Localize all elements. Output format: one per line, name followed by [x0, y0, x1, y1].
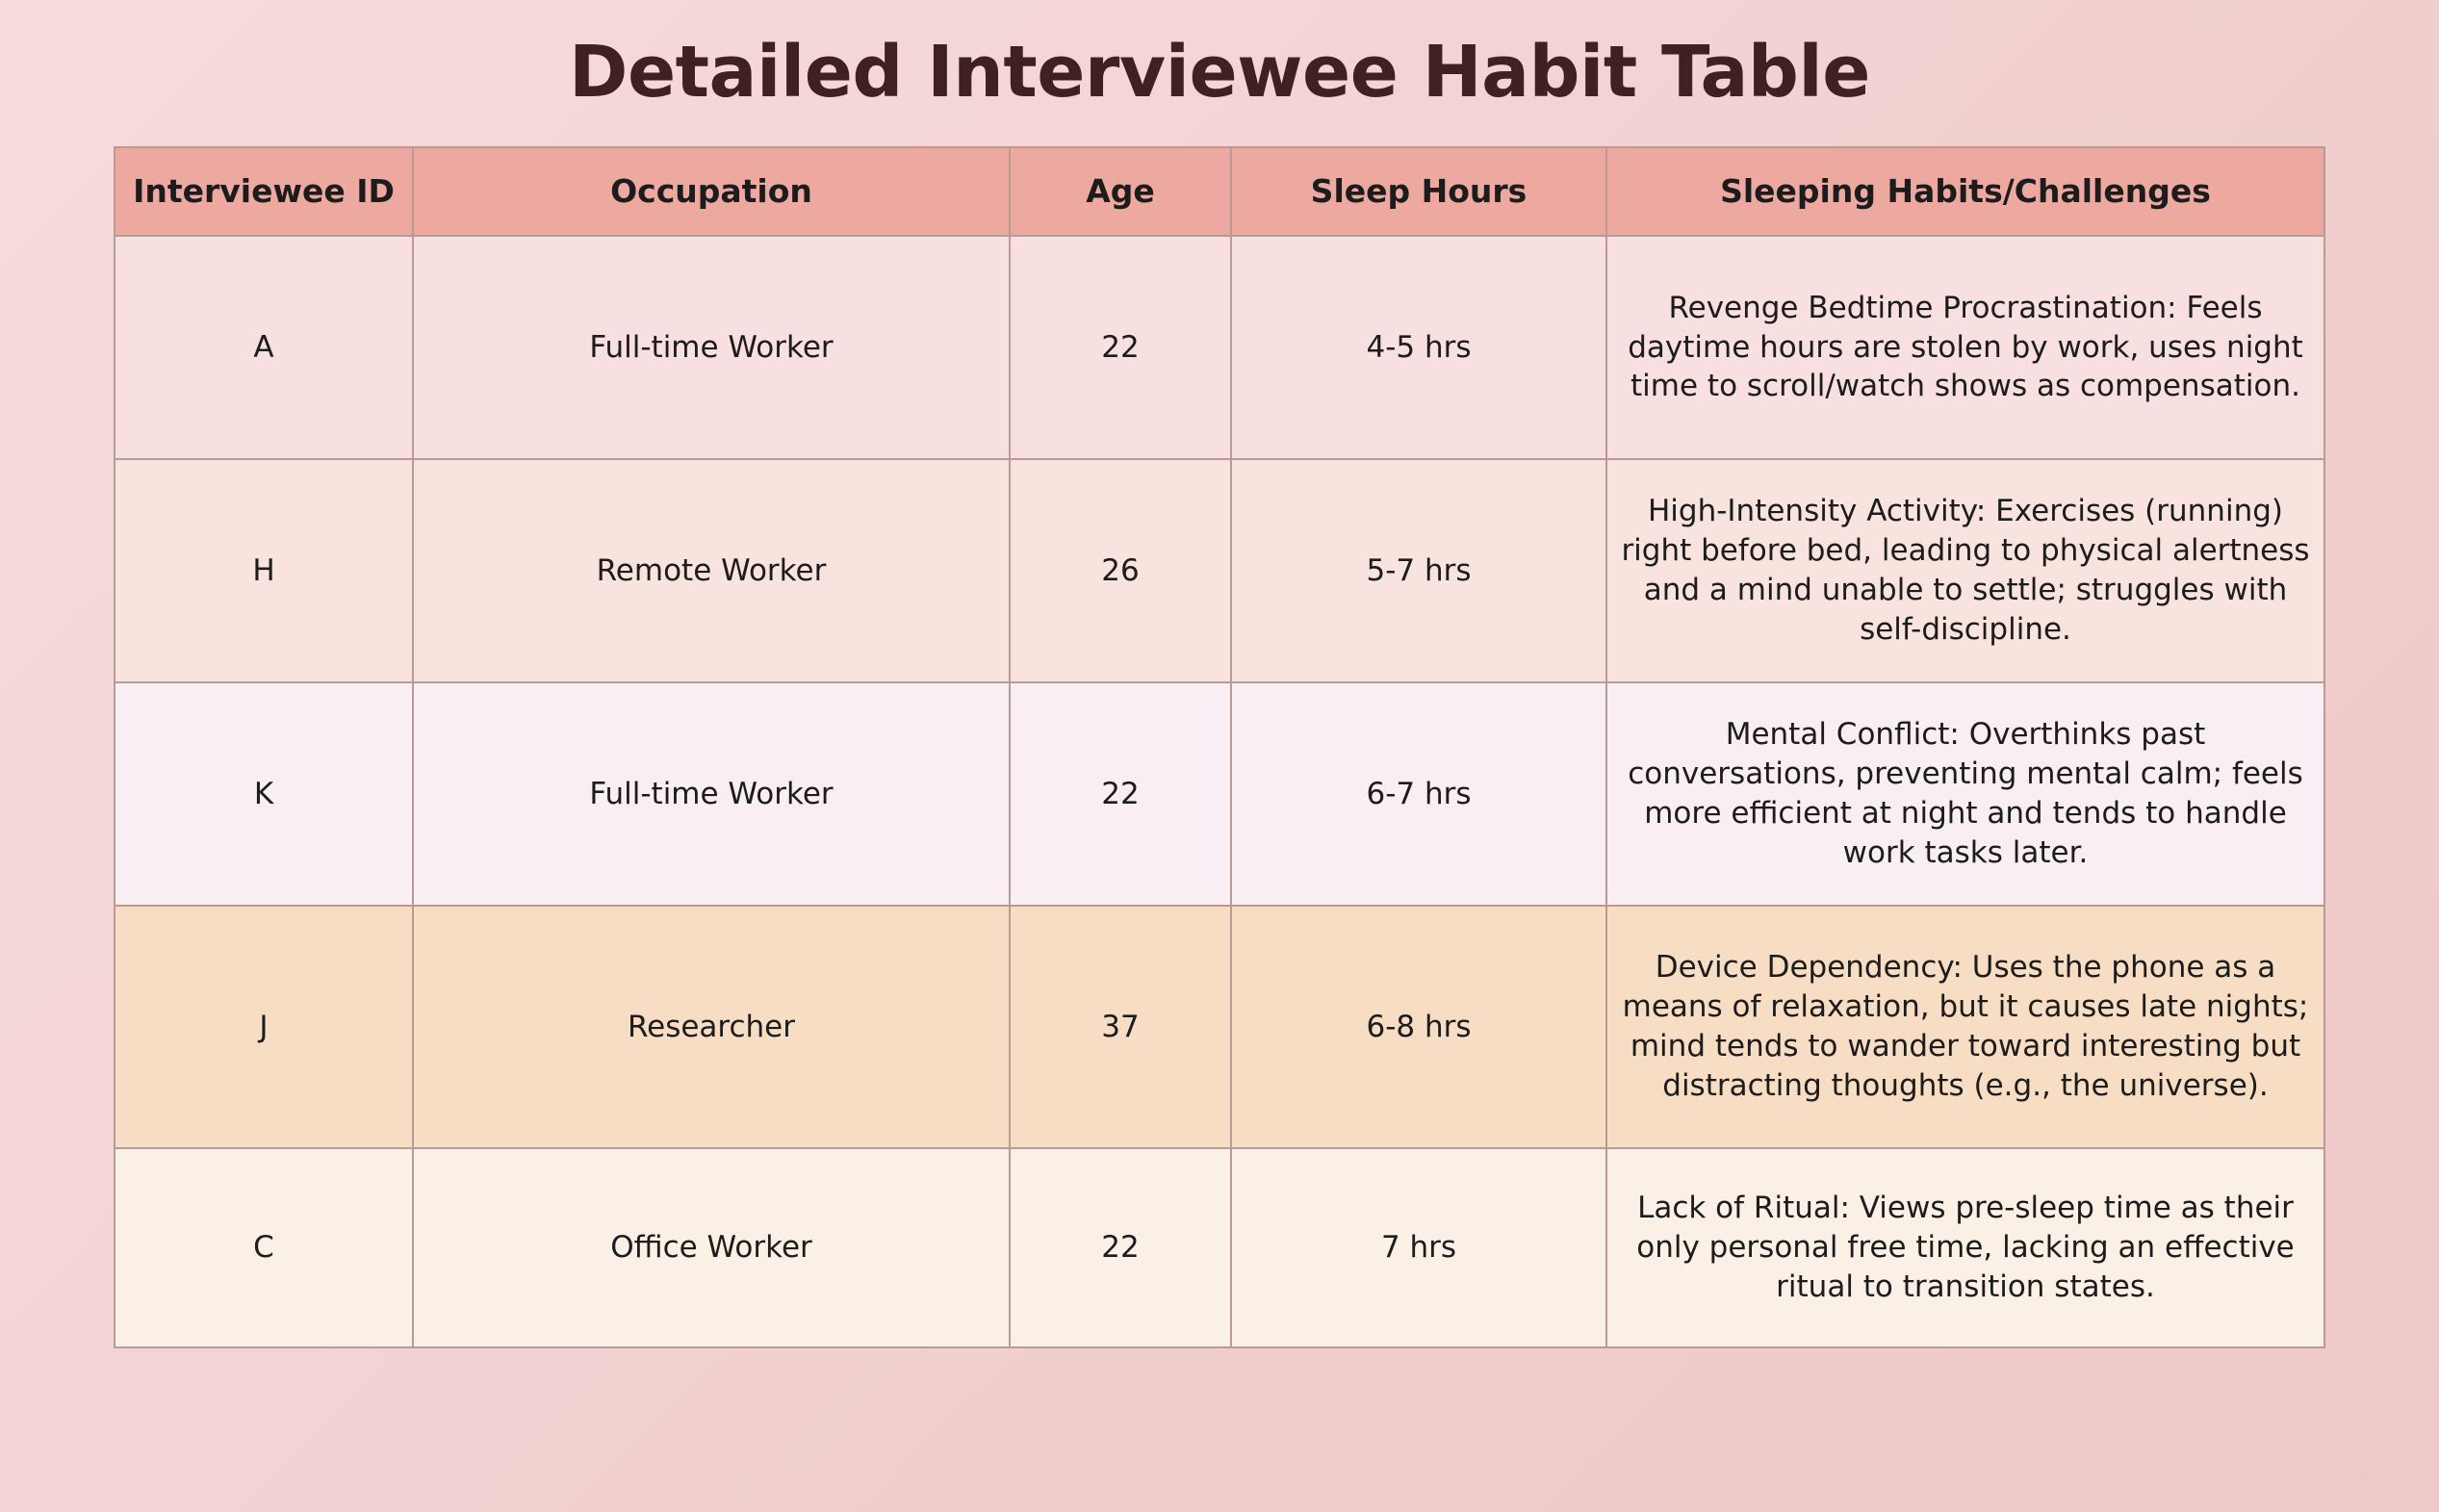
table-row: [115, 459, 2324, 682]
column-header-interviewee-id: Interviewee ID: [115, 147, 413, 236]
cell-sleep-hours: 7 hrs: [1231, 1148, 1606, 1347]
column-header-sleep-hours: Sleep Hours: [1231, 147, 1606, 236]
cell-interviewee-id: K: [115, 682, 413, 906]
cell-sleeping-habits: Revenge Bedtime Procrastination: Feels daytime hours are stolen by work, uses night time to scroll/watch shows as compensation.: [1606, 236, 2324, 459]
cell-age: 22: [1010, 682, 1231, 906]
table-row: [115, 236, 2324, 459]
cell-sleep-hours: 4-5 hrs: [1231, 236, 1606, 459]
column-header-occupation: Occupation: [413, 147, 1010, 236]
cell-sleeping-habits: High-Intensity Activity: Exercises (running) right before bed, leading to physical alertness and a mind unable to settle; struggles with self-discipline.: [1606, 459, 2324, 682]
cell-sleep-hours: 6-8 hrs: [1231, 906, 1606, 1148]
cell-occupation: Office Worker: [413, 1148, 1010, 1347]
interviewee-habit-table: [114, 146, 2325, 1348]
table-body: [115, 236, 2324, 1347]
table-header-row: [115, 147, 2324, 236]
cell-occupation: Full-time Worker: [413, 682, 1010, 906]
cell-interviewee-id: J: [115, 906, 413, 1148]
table-row: [115, 1148, 2324, 1347]
cell-occupation: Remote Worker: [413, 459, 1010, 682]
table-row: [115, 682, 2324, 906]
cell-occupation: Researcher: [413, 906, 1010, 1148]
cell-sleep-hours: 6-7 hrs: [1231, 682, 1606, 906]
cell-interviewee-id: A: [115, 236, 413, 459]
cell-occupation: Full-time Worker: [413, 236, 1010, 459]
column-header-sleeping-habits: Sleeping Habits/Challenges: [1606, 147, 2324, 236]
cell-age: 22: [1010, 1148, 1231, 1347]
cell-sleeping-habits: Lack of Ritual: Views pre-sleep time as their only personal free time, lacking an effective ritual to transition states.: [1606, 1148, 2324, 1347]
cell-interviewee-id: C: [115, 1148, 413, 1347]
cell-age: 37: [1010, 906, 1231, 1148]
cell-age: 26: [1010, 459, 1231, 682]
column-header-age: Age: [1010, 147, 1231, 236]
cell-interviewee-id: H: [115, 459, 413, 682]
cell-sleep-hours: 5-7 hrs: [1231, 459, 1606, 682]
cell-sleeping-habits: Mental Conflict: Overthinks past conversations, preventing mental calm; feels more efficient at night and tends to handle work tasks later.: [1606, 682, 2324, 906]
cell-age: 22: [1010, 236, 1231, 459]
cell-sleeping-habits: Device Dependency: Uses the phone as a means of relaxation, but it causes late nights; mind tends to wander toward interesting but distracting thoughts (e.g., the universe).: [1606, 906, 2324, 1148]
page-title: Detailed Interviewee Habit Table: [569, 31, 1870, 114]
table-header: [115, 147, 2324, 236]
table-row: [115, 906, 2324, 1148]
